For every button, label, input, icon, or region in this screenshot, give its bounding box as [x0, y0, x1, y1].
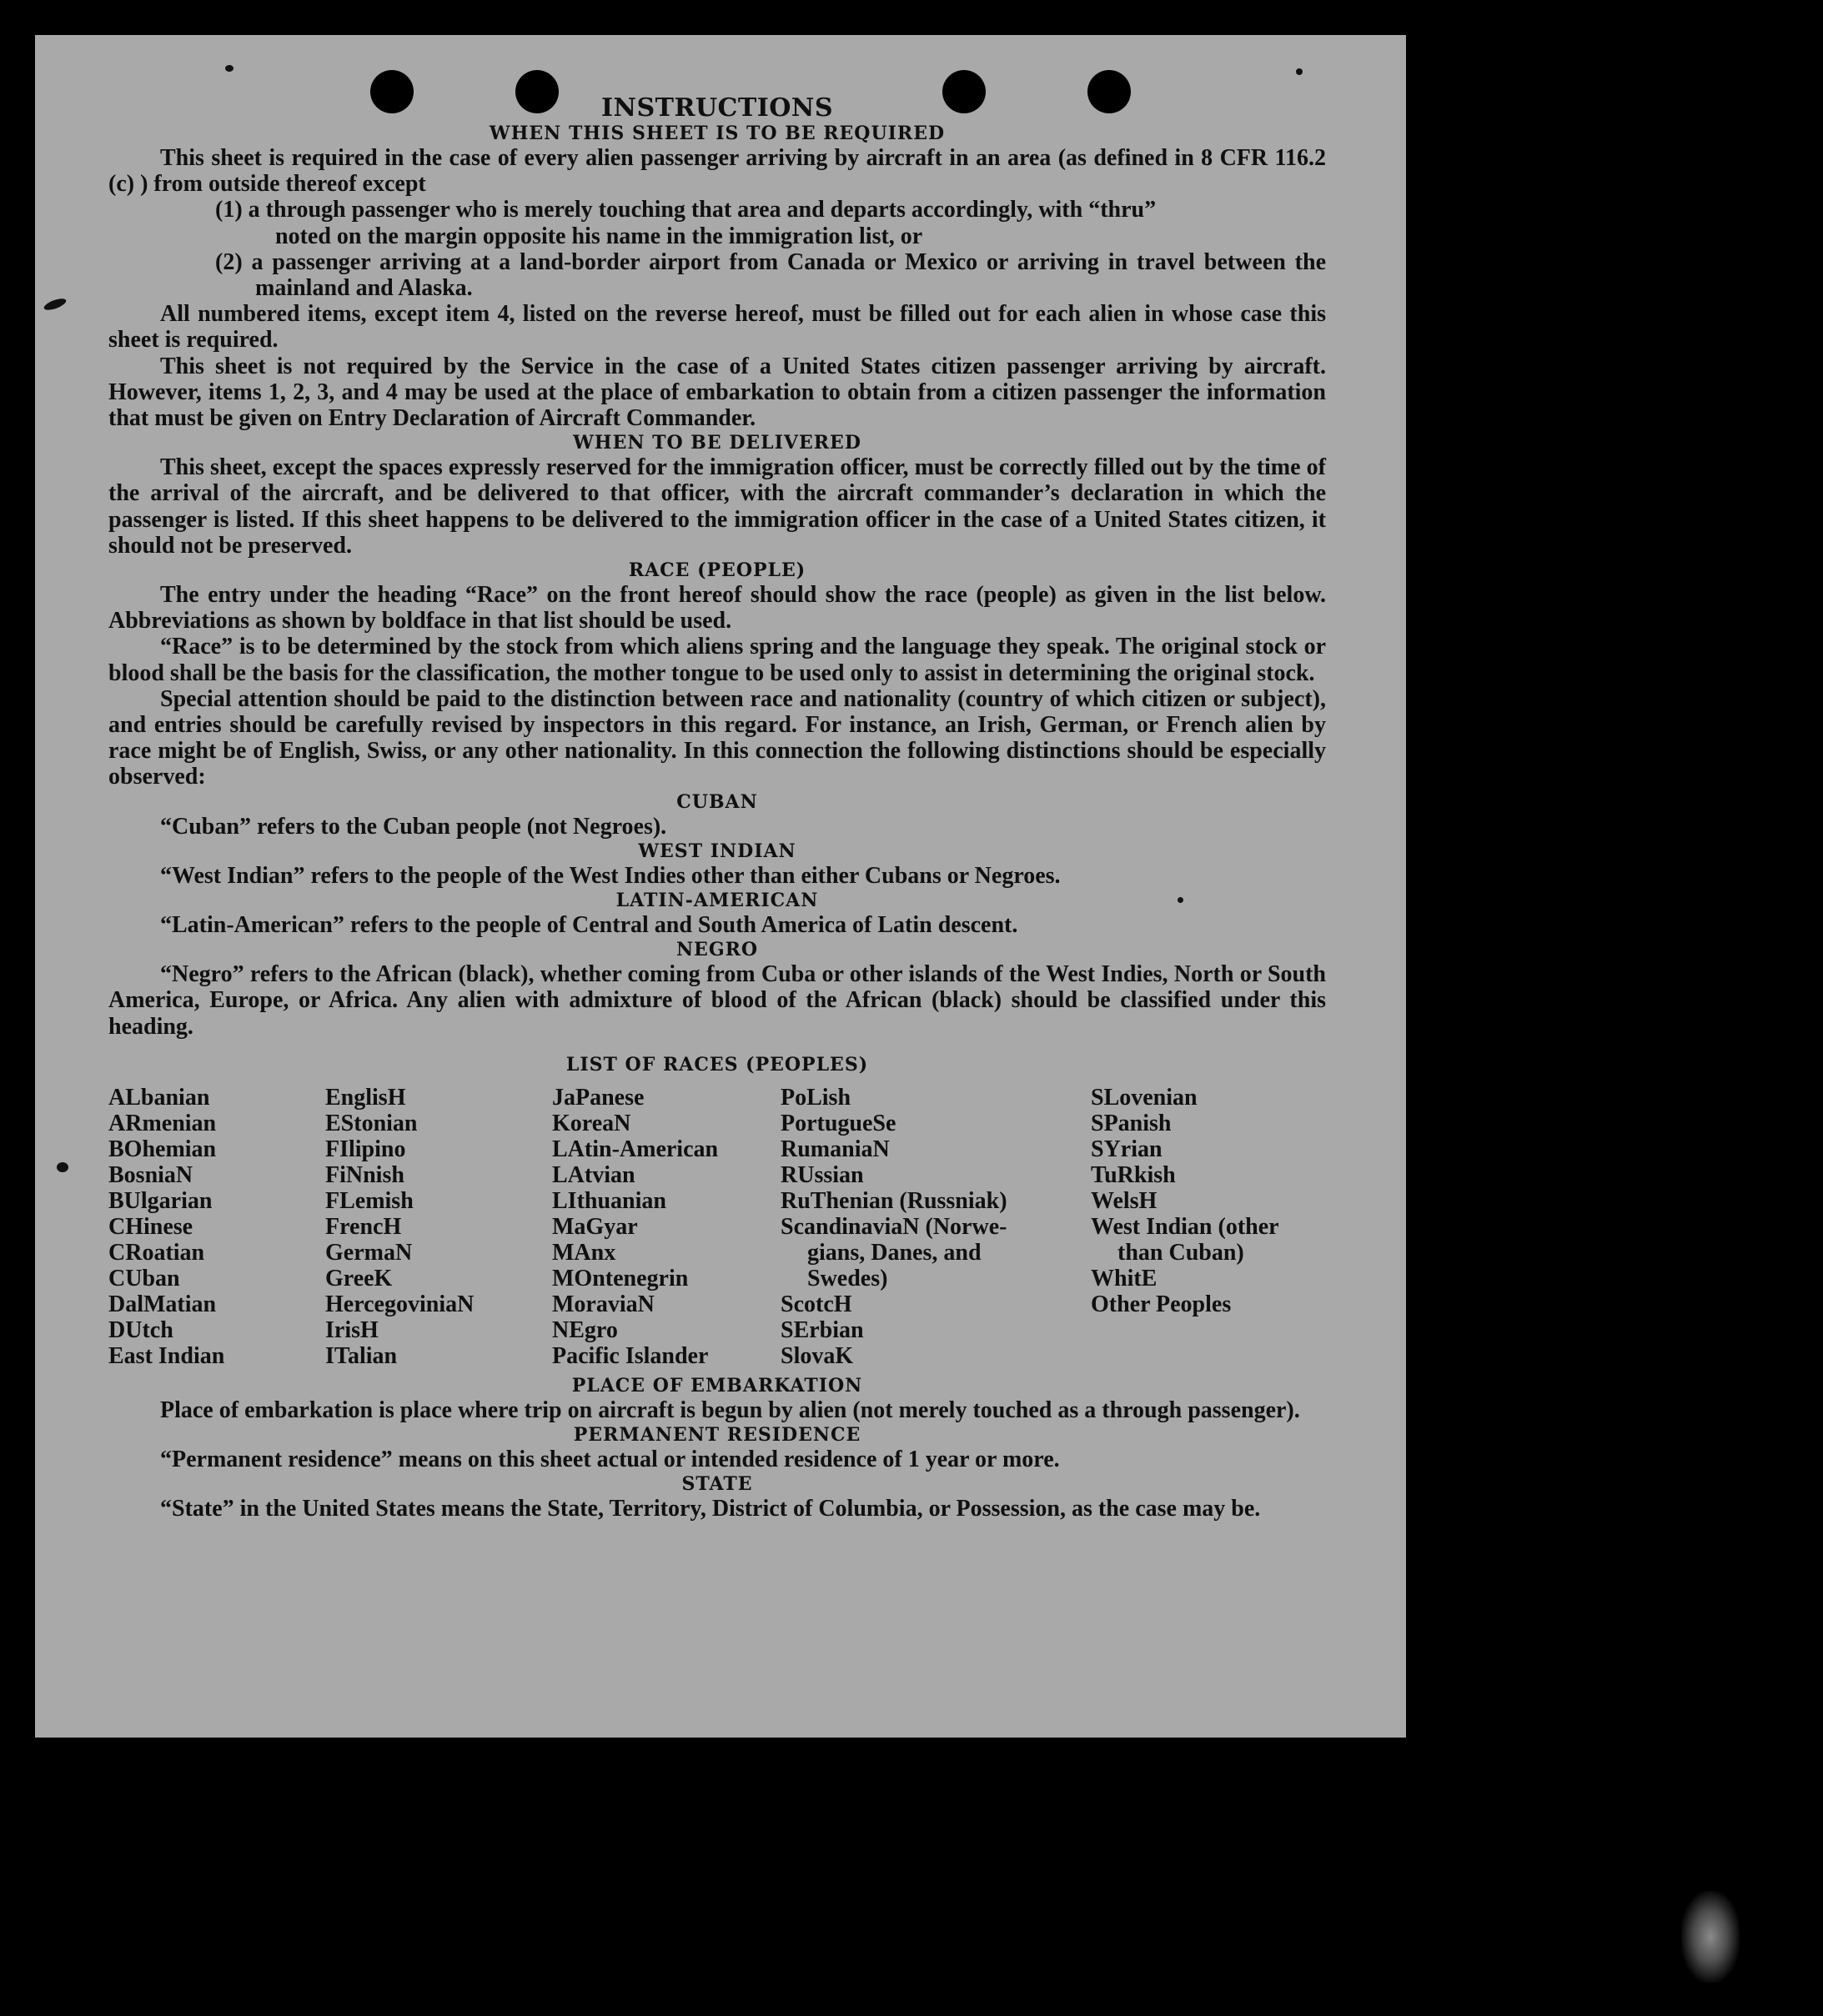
negro-text: “Negro” refers to the African (black), whether coming from Cuba or other islands of the West Indies, North or South America, Europe, or Africa. Any alien with admixture of blood of the African (black) should be classified under this heading.	[108, 961, 1326, 1040]
race-item: gians, Danes, and	[807, 1239, 982, 1266]
cuban-heading: CUBAN	[676, 790, 758, 813]
race-item: than Cuban)	[1117, 1239, 1244, 1266]
races-column-2	[325, 1085, 552, 1369]
race-item: ITalian	[325, 1342, 398, 1369]
race-item: LIthuanian	[552, 1187, 666, 1214]
race-text-2: “Race” is to be determined by the stock from which aliens spring and the language they speak. The original stock or blood shall be the basis for the classification, the mother tongue to be used only to assist in determining the original stock.	[108, 634, 1326, 686]
race-item: FiNnish	[325, 1161, 404, 1188]
races-column-5	[1091, 1085, 1326, 1369]
race-item: FIlipino	[325, 1136, 406, 1162]
race-item: MoraviaN	[552, 1291, 655, 1317]
race-item: BOhemian	[108, 1136, 217, 1162]
cuban-text: “Cuban” refers to the Cuban people (not Negroes).	[160, 813, 667, 840]
race-item: ScotcH	[781, 1291, 852, 1317]
race-item: RumaniaN	[781, 1136, 890, 1162]
negro-heading: NEGRO	[675, 939, 759, 961]
race-item: SLovenian	[1091, 1084, 1198, 1111]
race-item: SPanish	[1091, 1110, 1172, 1136]
all-numbered-text: All numbered items, except item 4, listed on the reverse hereof, must be filled out for each alien in whose case this sheet is required.	[108, 301, 1326, 354]
race-item: MAnx	[552, 1239, 616, 1266]
race-item: CUban	[108, 1265, 180, 1291]
embarkation-heading: PLACE OF EMBARKATION	[571, 1374, 863, 1397]
exception-2: (2) a passenger arriving at a land-border airport from Canada or Mexico or arriving in travel between the mainland and Alaska.	[215, 248, 1326, 302]
race-item: CHinese	[108, 1213, 193, 1240]
race-item: ARmenian	[108, 1110, 217, 1136]
race-item: LAtin-American	[552, 1136, 719, 1162]
races-column-4	[781, 1085, 1091, 1369]
race-item: BUlgarian	[108, 1187, 213, 1214]
race-item: WhitE	[1091, 1265, 1158, 1291]
when-delivered-text: This sheet, except the spaces expressly reserved for the immigration officer, must be correctly filled out by the time of the arrival of the aircraft, and be delivered to that officer, with the aircraft commander’s declaration in which the passenger is listed. If this sheet happens to be delivered to the immigration officer in the case of a United States citizen, it should not be preserved.	[108, 454, 1326, 559]
instructions-title: INSTRUCTIONS	[601, 93, 833, 123]
race-item: MaGyar	[552, 1213, 638, 1240]
race-item: KoreaN	[552, 1110, 631, 1136]
document-sheet	[35, 35, 1406, 1738]
when-delivered-heading: WHEN TO BE DELIVERED	[573, 432, 861, 454]
race-item: HercegoviniaN	[325, 1291, 475, 1317]
race-item: DalMatian	[108, 1291, 217, 1317]
west-indian-heading: WEST INDIAN	[638, 840, 796, 862]
race-item: West Indian (other	[1091, 1213, 1279, 1240]
race-item: GermaN	[325, 1239, 413, 1266]
race-item: SYrian	[1091, 1136, 1163, 1162]
race-item: SErbian	[781, 1316, 864, 1343]
when-required-text: This sheet is required in the case of every alien passenger arriving by aircraft in an area (as defined in 8 CFR 116.2 (c) ) from outside thereof except	[108, 145, 1326, 198]
latin-american-text: “Latin-American” refers to the people of Central and South America of Latin descent.	[160, 912, 1018, 939]
race-item: FLemish	[325, 1187, 414, 1214]
ink-speck	[57, 1162, 68, 1172]
race-item: EnglisH	[325, 1084, 406, 1111]
race-item: JaPanese	[552, 1084, 645, 1111]
latin-american-heading: LATIN-AMERICAN	[615, 890, 819, 912]
race-item: PoLish	[781, 1084, 851, 1111]
ink-speck	[225, 65, 234, 72]
races-list	[108, 1085, 1326, 1369]
race-item: GreeK	[325, 1265, 393, 1291]
race-item: ALbanian	[108, 1084, 210, 1111]
race-item: PortugueSe	[781, 1110, 896, 1136]
races-column-1	[108, 1085, 325, 1369]
race-item: IrisH	[325, 1316, 379, 1343]
exception-1-cont: noted on the margin opposite his name in the immigration list, or	[275, 223, 923, 249]
list-of-races-heading: LIST OF RACES (PEOPLES)	[565, 1053, 869, 1076]
state-heading: STATE	[681, 1473, 753, 1496]
permanent-residence-text: “Permanent residence” means on this sheet actual or intended residence of 1 year or more.	[160, 1447, 1060, 1473]
ink-speck	[43, 297, 68, 313]
race-item: DUtch	[108, 1316, 173, 1343]
race-item: Swedes)	[807, 1265, 888, 1291]
race-heading: RACE (PEOPLE)	[628, 559, 806, 582]
race-item: MOntenegrin	[552, 1265, 689, 1291]
race-item: Other Peoples	[1091, 1291, 1232, 1317]
ink-speck	[1296, 68, 1303, 75]
race-item: East Indian	[108, 1342, 225, 1369]
race-item: RUssian	[781, 1161, 864, 1188]
race-item: BosniaN	[108, 1161, 193, 1188]
races-column-3	[552, 1085, 781, 1369]
race-item: ScandinaviaN (Norwe-	[781, 1213, 1007, 1240]
embarkation-text: Place of embarkation is place where trip on aircraft is begun by alien (not merely touched as a through passenger).	[160, 1397, 1300, 1423]
exception-1: (1) a through passenger who is merely touching that area and departs accordingly, with “thru”	[215, 197, 1157, 223]
race-item: CRoatian	[108, 1239, 205, 1266]
when-required-heading: WHEN THIS SHEET IS TO BE REQUIRED	[489, 123, 946, 144]
scan-stain	[1681, 1891, 1740, 1983]
race-item: TuRkish	[1091, 1161, 1176, 1188]
race-item: Pacific Islander	[552, 1342, 709, 1369]
west-indian-text: “West Indian” refers to the people of the West Indies other than either Cubans or Negroes.	[160, 862, 1061, 889]
race-item: RuThenian (Russniak)	[781, 1187, 1007, 1214]
permanent-residence-heading: PERMANENT RESIDENCE	[573, 1424, 861, 1447]
instructions-content	[108, 95, 1326, 1522]
state-text: “State” in the United States means the State, Territory, District of Columbia, or Possession, as the case may be.	[160, 1496, 1261, 1522]
race-item: LAtvian	[552, 1161, 635, 1188]
ink-speck	[1178, 897, 1183, 903]
race-text-3: Special attention should be paid to the distinction between race and nationality (country of which citizen or subject), and entries should be carefully revised by inspectors in this regard. For instance, an Irish, German, or French alien by race might be of English, Swiss, or any other nationality. In this connection the following distinctions should be especially observed:	[108, 685, 1326, 790]
race-text-1: The entry under the heading “Race” on the front hereof should show the race (people) as given in the list below. Abbreviations as shown by boldface in that list should be used.	[108, 582, 1326, 634]
race-item: WelsH	[1091, 1187, 1158, 1214]
race-item: FrencH	[325, 1213, 402, 1240]
not-required-text: This sheet is not required by the Service in the case of a United States citizen passenger arriving by aircraft. However, items 1, 2, 3, and 4 may be used at the place of embarkation to obtain from a citizen passenger the information that must be given on Entry Declaration of Aircraft Commander.	[108, 353, 1326, 432]
race-item: SlovaK	[781, 1342, 854, 1369]
race-item: EStonian	[325, 1110, 418, 1136]
race-item: NEgro	[552, 1316, 618, 1343]
